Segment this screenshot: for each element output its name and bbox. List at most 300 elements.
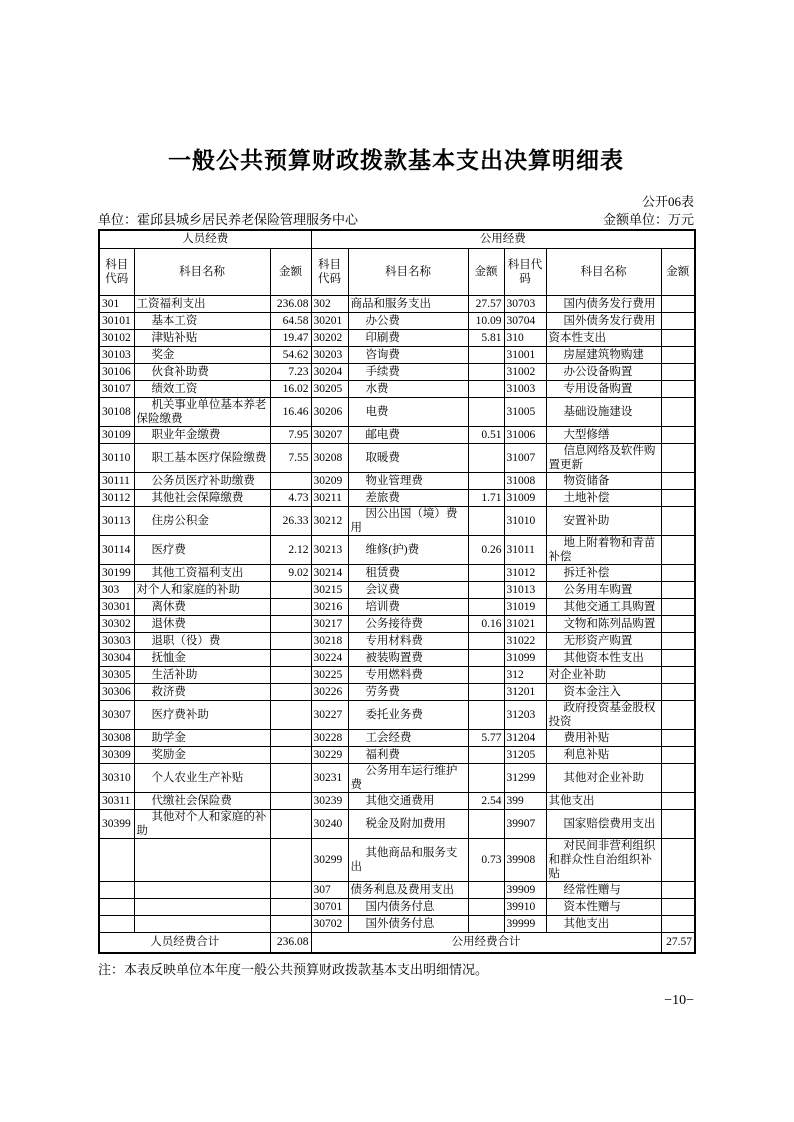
- subject-name-cell: 印刷费: [348, 329, 468, 346]
- subject-code-cell: 303: [99, 581, 134, 598]
- amount-cell: [661, 472, 695, 489]
- subject-name-cell: 专用设备购置: [546, 380, 661, 397]
- subject-name-cell: [134, 881, 270, 898]
- amount-cell: 16.46: [270, 397, 311, 426]
- subject-code-cell: 39910: [504, 898, 546, 915]
- amount-cell: [468, 363, 504, 380]
- subject-name-cell: 大型修缮: [546, 426, 661, 443]
- subject-name-cell: 委托业务费: [348, 700, 468, 729]
- subject-name-cell: 生活补助: [134, 666, 270, 683]
- subject-name-cell: 其他对企业补助: [546, 763, 661, 792]
- amount-cell: [270, 581, 311, 598]
- subject-name-cell: 住房公积金: [134, 506, 270, 535]
- subject-name-cell: 安置补助: [546, 506, 661, 535]
- amount-cell: [270, 472, 311, 489]
- amount-cell: 10.09: [468, 312, 504, 329]
- subject-name-cell: 奖金: [134, 346, 270, 363]
- subject-name-cell: 物资储备: [546, 472, 661, 489]
- meta-row: [98, 211, 694, 228]
- table-row: [99, 295, 695, 312]
- subject-name-cell: 离休费: [134, 598, 270, 615]
- subject-code-cell: 31008: [504, 472, 546, 489]
- subject-name-cell: 无形资产购置: [546, 632, 661, 649]
- subject-name-cell: 手续费: [348, 363, 468, 380]
- subject-code-cell: 30211: [311, 489, 348, 506]
- table-row: [99, 683, 695, 700]
- table-row: [99, 598, 695, 615]
- unit-label: 单位：霍邱县城乡居民养老保险管理服务中心: [98, 212, 359, 227]
- amount-cell: 1.71: [468, 489, 504, 506]
- amount-cell: [468, 763, 504, 792]
- amount-cell: [468, 346, 504, 363]
- amount-cell: [468, 632, 504, 649]
- subject-name-cell: 利息补贴: [546, 746, 661, 763]
- subject-code-cell: 39908: [504, 838, 546, 881]
- amount-cell: [661, 615, 695, 632]
- subject-code-cell: 30108: [99, 397, 134, 426]
- subject-code-cell: 30309: [99, 746, 134, 763]
- subject-name-cell: 租赁费: [348, 564, 468, 581]
- budget-table: [98, 229, 696, 954]
- subject-code-cell: 30224: [311, 649, 348, 666]
- amount-cell: [270, 666, 311, 683]
- amount-cell: 54.62: [270, 346, 311, 363]
- amount-cell: [661, 881, 695, 898]
- subject-code-cell: 30202: [311, 329, 348, 346]
- subject-code-cell: 30208: [311, 443, 348, 472]
- subject-code-cell: 31019: [504, 598, 546, 615]
- amount-cell: [661, 397, 695, 426]
- subject-name-cell: 绩效工资: [134, 380, 270, 397]
- amount-cell: 19.47: [270, 329, 311, 346]
- subject-code-cell: 30702: [311, 915, 348, 932]
- subject-code-cell: 30109: [99, 426, 134, 443]
- amount-cell: 2.54: [468, 792, 504, 809]
- table-row: [99, 346, 695, 363]
- subject-name-cell: 抚恤金: [134, 649, 270, 666]
- amount-cell: 64.58: [270, 312, 311, 329]
- amount-cell: 0.16: [468, 615, 504, 632]
- amount-cell: [270, 838, 311, 881]
- subject-name-cell: 退职（役）费: [134, 632, 270, 649]
- subject-code-cell: 30114: [99, 535, 134, 564]
- subject-name-cell: 取暖费: [348, 443, 468, 472]
- table-row: [99, 312, 695, 329]
- public-total-value: 27.57: [661, 932, 695, 953]
- amount-cell: [661, 380, 695, 397]
- subject-name-cell: 公务用车运行维护费: [348, 763, 468, 792]
- table-row: [99, 632, 695, 649]
- table-row: [99, 564, 695, 581]
- subject-code-cell: 31006: [504, 426, 546, 443]
- amount-cell: [661, 683, 695, 700]
- subject-code-cell: 30310: [99, 763, 134, 792]
- amount-cell: [270, 632, 311, 649]
- table-row: [99, 363, 695, 380]
- subject-code-cell: 30203: [311, 346, 348, 363]
- amount-cell: [468, 581, 504, 598]
- amount-cell: [661, 649, 695, 666]
- subject-name-cell: 福利费: [348, 746, 468, 763]
- table-row: [99, 666, 695, 683]
- amount-cell: [661, 329, 695, 346]
- subject-code-cell: 30216: [311, 598, 348, 615]
- amount-header: 金额: [270, 248, 311, 295]
- subject-name-cell: 地上附着物和青苗补偿: [546, 535, 661, 564]
- subject-name-cell: 物业管理费: [348, 472, 468, 489]
- subject-code-cell: [99, 838, 134, 881]
- amount-cell: [661, 666, 695, 683]
- subject-code-cell: 31009: [504, 489, 546, 506]
- table-body: [99, 295, 695, 953]
- table-row: [99, 649, 695, 666]
- subject-code-cell: 30209: [311, 472, 348, 489]
- subject-code-header: 科目代码: [311, 248, 348, 295]
- page-content: [98, 146, 694, 978]
- amount-cell: [270, 729, 311, 746]
- subject-name-cell: 个人农业生产补贴: [134, 763, 270, 792]
- subject-code-cell: 30214: [311, 564, 348, 581]
- subject-code-cell: 31012: [504, 564, 546, 581]
- subject-name-cell: 工会经费: [348, 729, 468, 746]
- subject-code-cell: 31022: [504, 632, 546, 649]
- amount-cell: [468, 564, 504, 581]
- amount-cell: [661, 535, 695, 564]
- subject-name-cell: 拆迁补偿: [546, 564, 661, 581]
- table-row: [99, 792, 695, 809]
- subject-name-cell: 会议费: [348, 581, 468, 598]
- amount-cell: [661, 700, 695, 729]
- subject-name-header: 科目名称: [348, 248, 468, 295]
- table-row: [99, 915, 695, 932]
- table-row: [99, 329, 695, 346]
- subject-code-cell: 302: [311, 295, 348, 312]
- amount-cell: [661, 443, 695, 472]
- subject-code-cell: 31203: [504, 700, 546, 729]
- subject-code-cell: 30225: [311, 666, 348, 683]
- subject-name-cell: 劳务费: [348, 683, 468, 700]
- amount-cell: [468, 380, 504, 397]
- subject-code-cell: 399: [504, 792, 546, 809]
- amount-cell: [661, 346, 695, 363]
- amount-cell: [270, 700, 311, 729]
- amount-cell: 2.12: [270, 535, 311, 564]
- subject-code-cell: 30304: [99, 649, 134, 666]
- page-number: −10−: [664, 993, 694, 1008]
- amount-cell: [468, 649, 504, 666]
- subject-code-cell: 30212: [311, 506, 348, 535]
- subject-name-cell: 救济费: [134, 683, 270, 700]
- subject-code-cell: 30228: [311, 729, 348, 746]
- subject-name-cell: 因公出国（境）费用: [348, 506, 468, 535]
- table-row: [99, 443, 695, 472]
- subject-name-cell: 职工基本医疗保险缴费: [134, 443, 270, 472]
- amount-cell: 9.02: [270, 564, 311, 581]
- subject-code-cell: 30311: [99, 792, 134, 809]
- subject-code-cell: 39999: [504, 915, 546, 932]
- subject-code-cell: 30218: [311, 632, 348, 649]
- amount-cell: 0.26: [468, 535, 504, 564]
- subject-code-cell: 30240: [311, 809, 348, 838]
- amount-cell: [468, 700, 504, 729]
- amount-cell: [661, 506, 695, 535]
- amount-header: 金额: [661, 248, 695, 295]
- subject-code-cell: 31201: [504, 683, 546, 700]
- amount-cell: [270, 809, 311, 838]
- subject-code-cell: 30227: [311, 700, 348, 729]
- amount-cell: [468, 443, 504, 472]
- subject-name-cell: 对企业补助: [546, 666, 661, 683]
- table-head: [99, 230, 695, 295]
- subject-name-cell: 基本工资: [134, 312, 270, 329]
- subject-name-cell: 国外债务付息: [348, 915, 468, 932]
- subject-name-cell: 债务利息及费用支出: [348, 881, 468, 898]
- amount-cell: [661, 312, 695, 329]
- subject-code-cell: 31204: [504, 729, 546, 746]
- amount-unit-label: 金额单位：万元: [602, 212, 694, 227]
- group-header-public: 公用经费: [311, 230, 695, 248]
- totals-row: [99, 932, 695, 953]
- subject-code-cell: [99, 881, 134, 898]
- amount-cell: [661, 581, 695, 598]
- subject-name-cell: 文物和陈列品购置: [546, 615, 661, 632]
- subject-name-cell: 办公费: [348, 312, 468, 329]
- subject-code-cell: 30199: [99, 564, 134, 581]
- amount-cell: 236.08: [270, 295, 311, 312]
- subject-name-cell: 公务接待费: [348, 615, 468, 632]
- subject-name-cell: 机关事业单位基本养老保险缴费: [134, 397, 270, 426]
- subject-code-cell: 310: [504, 329, 546, 346]
- table-row: [99, 489, 695, 506]
- subject-code-cell: 31002: [504, 363, 546, 380]
- amount-cell: [270, 792, 311, 809]
- amount-cell: [468, 397, 504, 426]
- amount-cell: [270, 763, 311, 792]
- subject-name-cell: 政府投资基金股权投资: [546, 700, 661, 729]
- subject-name-cell: 伙食补助费: [134, 363, 270, 380]
- subject-code-cell: 30399: [99, 809, 134, 838]
- amount-cell: [468, 506, 504, 535]
- table-row: [99, 838, 695, 881]
- subject-name-cell: 资本金注入: [546, 683, 661, 700]
- subject-name-cell: 公务用车购置: [546, 581, 661, 598]
- subject-name-cell: 对民间非营利组织和群众性自治组织补贴: [546, 838, 661, 881]
- subject-name-cell: 咨询费: [348, 346, 468, 363]
- subject-code-cell: 30231: [311, 763, 348, 792]
- subject-code-cell: 30112: [99, 489, 134, 506]
- subject-code-cell: 30226: [311, 683, 348, 700]
- amount-cell: [661, 746, 695, 763]
- amount-cell: [468, 915, 504, 932]
- amount-cell: [270, 649, 311, 666]
- amount-cell: 0.73: [468, 838, 504, 881]
- subject-name-cell: 其他支出: [546, 792, 661, 809]
- subject-code-cell: 30305: [99, 666, 134, 683]
- subject-name-cell: 资本性赠与: [546, 898, 661, 915]
- subject-name-cell: 其他交通费用: [348, 792, 468, 809]
- amount-cell: [270, 683, 311, 700]
- subject-code-cell: 30204: [311, 363, 348, 380]
- subject-name-cell: 其他资本性支出: [546, 649, 661, 666]
- amount-cell: [468, 881, 504, 898]
- subject-code-cell: 30303: [99, 632, 134, 649]
- amount-cell: 7.95: [270, 426, 311, 443]
- page-title: 一般公共预算财政拨款基本支出决算明细表: [168, 147, 624, 173]
- subject-name-cell: 其他对个人和家庭的补助: [134, 809, 270, 838]
- personnel-total-value: 236.08: [270, 932, 311, 953]
- subject-code-cell: 301: [99, 295, 134, 312]
- subject-name-cell: 国外债务发行费用: [546, 312, 661, 329]
- subject-name-cell: 津贴补贴: [134, 329, 270, 346]
- subject-name-cell: 国家赔偿费用支出: [546, 809, 661, 838]
- subject-name-cell: 办公设备购置: [546, 363, 661, 380]
- subject-name-cell: 被装购置费: [348, 649, 468, 666]
- subject-name-cell: 电费: [348, 397, 468, 426]
- subject-code-cell: 30307: [99, 700, 134, 729]
- subject-name-cell: 其他商品和服务支出: [348, 838, 468, 881]
- amount-cell: [270, 881, 311, 898]
- subject-name-cell: 其他社会保障缴费: [134, 489, 270, 506]
- table-row: [99, 700, 695, 729]
- amount-cell: [661, 838, 695, 881]
- table-row: [99, 535, 695, 564]
- subject-name-cell: 工资福利支出: [134, 295, 270, 312]
- amount-cell: 27.57: [468, 295, 504, 312]
- subject-code-cell: 30206: [311, 397, 348, 426]
- subject-code-cell: 30301: [99, 598, 134, 615]
- subject-code-header: 科目代码: [504, 248, 546, 295]
- subject-code-cell: 31021: [504, 615, 546, 632]
- column-header-row: [99, 248, 695, 295]
- subject-code-cell: 30215: [311, 581, 348, 598]
- amount-cell: [270, 898, 311, 915]
- amount-cell: [468, 598, 504, 615]
- subject-code-cell: [99, 898, 134, 915]
- subject-code-cell: 30111: [99, 472, 134, 489]
- subject-name-cell: 公务员医疗补助缴费: [134, 472, 270, 489]
- amount-cell: [270, 615, 311, 632]
- subject-name-cell: 专用材料费: [348, 632, 468, 649]
- subject-code-cell: 31003: [504, 380, 546, 397]
- subject-code-cell: 30239: [311, 792, 348, 809]
- amount-cell: [661, 809, 695, 838]
- amount-cell: [661, 763, 695, 792]
- amount-header: 金额: [468, 248, 504, 295]
- table-row: [99, 729, 695, 746]
- table-row: [99, 763, 695, 792]
- amount-cell: 16.02: [270, 380, 311, 397]
- subject-code-cell: 31011: [504, 535, 546, 564]
- subject-code-cell: 30103: [99, 346, 134, 363]
- amount-cell: [270, 598, 311, 615]
- table-row: [99, 426, 695, 443]
- subject-code-cell: 31299: [504, 763, 546, 792]
- table-row: [99, 809, 695, 838]
- subject-name-cell: 医疗费: [134, 535, 270, 564]
- subject-name-header: 科目名称: [134, 248, 270, 295]
- subject-code-cell: 31099: [504, 649, 546, 666]
- amount-cell: [468, 898, 504, 915]
- subject-name-cell: 差旅费: [348, 489, 468, 506]
- public-total-label: 公用经费合计: [311, 932, 661, 953]
- subject-name-cell: 邮电费: [348, 426, 468, 443]
- subject-code-cell: 30113: [99, 506, 134, 535]
- table-row: [99, 746, 695, 763]
- subject-name-cell: 费用补贴: [546, 729, 661, 746]
- subject-name-cell: 信息网络及软件购置更新: [546, 443, 661, 472]
- subject-code-cell: 30703: [504, 295, 546, 312]
- amount-cell: 7.23: [270, 363, 311, 380]
- subject-name-cell: 经常性赠与: [546, 881, 661, 898]
- subject-name-cell: [134, 915, 270, 932]
- table-row: [99, 898, 695, 915]
- subject-code-cell: 30299: [311, 838, 348, 881]
- subject-code-cell: 307: [311, 881, 348, 898]
- subject-code-cell: 30110: [99, 443, 134, 472]
- subject-code-cell: 31005: [504, 397, 546, 426]
- amount-cell: [468, 809, 504, 838]
- amount-cell: [661, 915, 695, 932]
- subject-code-cell: 30201: [311, 312, 348, 329]
- group-header-row: [99, 230, 695, 248]
- subject-name-cell: 奖励金: [134, 746, 270, 763]
- subject-code-cell: 30101: [99, 312, 134, 329]
- amount-cell: [661, 792, 695, 809]
- subject-name-cell: 退休费: [134, 615, 270, 632]
- subject-name-cell: 税金及附加费用: [348, 809, 468, 838]
- subject-code-cell: 30229: [311, 746, 348, 763]
- subject-code-cell: 30704: [504, 312, 546, 329]
- subject-name-cell: 其他交通工具购置: [546, 598, 661, 615]
- table-row: [99, 581, 695, 598]
- amount-cell: [661, 598, 695, 615]
- amount-cell: 5.77: [468, 729, 504, 746]
- amount-cell: 4.73: [270, 489, 311, 506]
- subject-name-cell: 助学金: [134, 729, 270, 746]
- subject-code-cell: 31001: [504, 346, 546, 363]
- table-row: [99, 615, 695, 632]
- subject-name-cell: 其他支出: [546, 915, 661, 932]
- subject-name-cell: 水费: [348, 380, 468, 397]
- subject-code-header: 科目代码: [99, 248, 134, 295]
- subject-name-cell: 医疗费补助: [134, 700, 270, 729]
- subject-name-cell: 商品和服务支出: [348, 295, 468, 312]
- subject-name-cell: 其他工资福利支出: [134, 564, 270, 581]
- subject-name-cell: 国内债务付息: [348, 898, 468, 915]
- table-row: [99, 380, 695, 397]
- table-note: 注：本表反映单位本年度一般公共预算财政拨款基本支出明细情况。: [98, 962, 489, 977]
- subject-code-cell: 30302: [99, 615, 134, 632]
- amount-cell: [661, 564, 695, 581]
- subject-code-cell: 39907: [504, 809, 546, 838]
- subject-name-cell: 资本性支出: [546, 329, 661, 346]
- subject-name-cell: 维修(护)费: [348, 535, 468, 564]
- amount-cell: [468, 683, 504, 700]
- amount-cell: [270, 915, 311, 932]
- subject-name-cell: [134, 838, 270, 881]
- amount-cell: [661, 632, 695, 649]
- subject-name-cell: 职业年金缴费: [134, 426, 270, 443]
- subject-code-cell: 31013: [504, 581, 546, 598]
- subject-code-cell: 31007: [504, 443, 546, 472]
- subject-code-cell: [99, 915, 134, 932]
- group-header-personnel: 人员经费: [99, 230, 311, 248]
- table-row: [99, 472, 695, 489]
- amount-cell: 5.81: [468, 329, 504, 346]
- subject-name-cell: 培训费: [348, 598, 468, 615]
- amount-cell: [661, 295, 695, 312]
- subject-code-cell: 30207: [311, 426, 348, 443]
